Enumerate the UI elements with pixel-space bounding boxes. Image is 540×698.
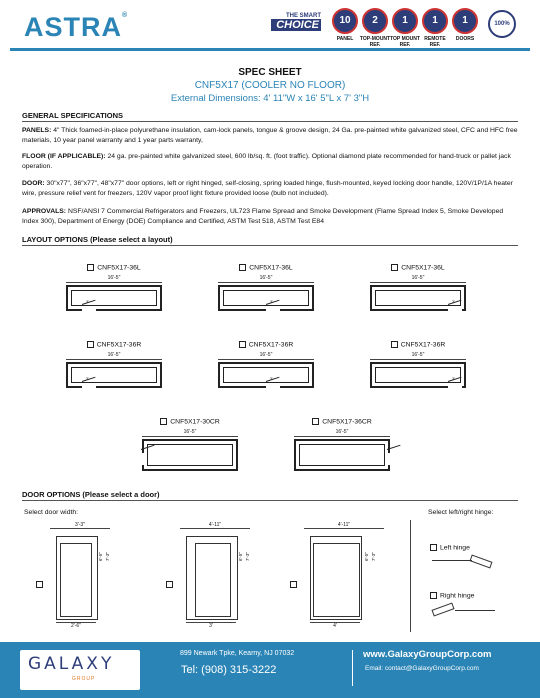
floor-plan: 3' (218, 362, 314, 388)
approvals-spec: APPROVALS: NSF/ANSI 7 Commercial Refrigerators and Freezers, UL723 Flame Spread and Smoke Development (Flame Spread Index 5, Smoke Developed Index 300), Department of Energy (DOE) Compliance and Certified, ASTM Test 518, ASTM Test E84 (22, 208, 504, 225)
layout-option-2[interactable]: CNF5X17-36L 16'-5" 3' (212, 264, 320, 311)
left-hinge-option[interactable]: Left hinge (430, 544, 470, 551)
layout-checkbox[interactable] (312, 418, 319, 425)
right-hinge-checkbox[interactable] (430, 592, 437, 599)
layout-option-4[interactable]: CNF5X17-36R 16'-5" 3' (60, 341, 168, 388)
floor-plan: 3' (66, 362, 162, 388)
divider (22, 245, 518, 246)
right-hinge-option[interactable]: Right hinge (430, 592, 474, 599)
layout-options-heading: LAYOUT OPTIONS (Please select a layout) (22, 235, 173, 244)
layout-checkbox[interactable] (239, 341, 246, 348)
layout-option-6[interactable]: CNF5X17-36R 16'-5" 3' (364, 341, 472, 388)
door-spec: DOOR: 30"x77", 36"x77", 48"x77" door options, left or right hinged, self-closing, spring loaded hinge, flush-mounted, keyed locking door handle, 120V/1P/1A heater wire, pressure relief vent for freezers, 120V vapor proof light fixture provided loose (bulb not included). (22, 180, 513, 197)
floor-spec: FLOOR (IF APPLICABLE): 24 ga. pre-painted white galvanized steel, 600 lb/sq. ft. (foot traffic). Optional diamond plate recommended for hand-truck or pallet jack operation. (22, 153, 511, 170)
left-hinge-door-icon (469, 554, 492, 568)
door-width-option-2[interactable]: 4'-11" 6'-5" 7'-3" 3' (180, 522, 250, 632)
warranty-medal-topmount2: 1 TOP MOUNT REF. (389, 8, 421, 48)
header-rule (10, 48, 530, 51)
layout-checkbox[interactable] (87, 264, 94, 271)
footer-divider (352, 650, 353, 686)
right-hinge-door-icon (431, 602, 454, 616)
layout-checkbox[interactable] (239, 264, 246, 271)
select-door-width-label: Select door width: (24, 509, 79, 516)
door-width-option-1[interactable]: 3'-3" 6'-5" 7'-3" 2'-6" (50, 522, 110, 632)
general-specs-heading: GENERAL SPECIFICATIONS (22, 111, 123, 120)
layout-checkbox[interactable] (391, 264, 398, 271)
door-frame (310, 536, 362, 620)
layout-option-1[interactable]: CNF5X17-36L 16'-5" 3' (60, 264, 168, 311)
warranty-medal-remote: 1 REMOTE REF. (419, 8, 451, 48)
layout-checkbox[interactable] (391, 341, 398, 348)
warranty-medal-panel: 10 PANEL (329, 8, 361, 42)
layout-option-5[interactable]: CNF5X17-36R 16'-5" 3' (212, 341, 320, 388)
galaxy-wordmark: GALAXY (28, 654, 115, 674)
external-dimensions: External Dimensions: 4' 11"W x 16' 5"L x 7' 3"H (170, 93, 370, 104)
layout-option-7[interactable]: CNF5X17-30CR 16'-5" (136, 418, 244, 471)
footer-website-link[interactable]: www.GalaxyGroupCorp.com (363, 649, 492, 660)
hundred-percent-badge: 100% (488, 10, 516, 38)
floor-plan (294, 439, 390, 471)
left-hinge-diagram (432, 560, 472, 561)
floor-plan: 3' (370, 362, 466, 388)
select-hinge-label: Select left/right hinge: (428, 509, 494, 516)
layout-checkbox[interactable] (87, 341, 94, 348)
divider (22, 121, 518, 122)
door-width-checkbox-1[interactable] (36, 576, 46, 594)
divider (22, 500, 518, 501)
smart-choice-badge: THE SMART CHOICE (271, 13, 321, 39)
door-width-checkbox-3[interactable] (290, 576, 300, 594)
door-width-checkbox-2[interactable] (166, 576, 176, 594)
left-hinge-checkbox[interactable] (430, 544, 437, 551)
right-hinge-diagram (455, 610, 495, 611)
panels-spec: PANELS: 4" Thick foamed-in-place polyurethane insulation, cam-lock panels, tongue & groove design, 24 Ga. pre-painted white galvanized steel, CFC and HFC free materials, 10 year panel warranty and 1 year parts warranty, (22, 127, 518, 144)
astra-logo: ASTRA® (24, 12, 129, 42)
warranty-medal-doors: 1 DOORS (449, 8, 481, 42)
layout-checkbox[interactable] (160, 418, 167, 425)
door-width-option-3[interactable]: 4'-11" 6'-5" 7'-3" 4' (304, 522, 384, 632)
layout-option-8[interactable]: CNF5X17-36CR 16'-5" (288, 418, 396, 471)
floor-plan (142, 439, 238, 471)
layout-option-3[interactable]: CNF5X17-36L 16'-5" 3' (364, 264, 472, 311)
footer-email-link[interactable]: Email: contact@GalaxyGroupCorp.com (365, 665, 479, 672)
door-options-heading: DOOR OPTIONS (Please select a door) (22, 490, 160, 499)
floor-plan: 3' (218, 285, 314, 311)
footer-address: 899 Newark Tpke, Kearny, NJ 07032 (180, 650, 295, 657)
group-wordmark: GROUP (72, 676, 96, 682)
warranty-medal-topmount: 2 TOP-MOUNT REF. (359, 8, 391, 48)
divider (410, 520, 411, 632)
spec-sheet-title: SPEC SHEET (238, 67, 302, 78)
model-name: CNF5X17 (COOLER NO FLOOR) (194, 80, 346, 91)
footer-phone[interactable]: Tel: (908) 315-3222 (181, 664, 277, 676)
floor-plan: 3' (370, 285, 466, 311)
door-frame (186, 536, 238, 620)
floor-plan: 3' (66, 285, 162, 311)
door-frame (56, 536, 98, 620)
